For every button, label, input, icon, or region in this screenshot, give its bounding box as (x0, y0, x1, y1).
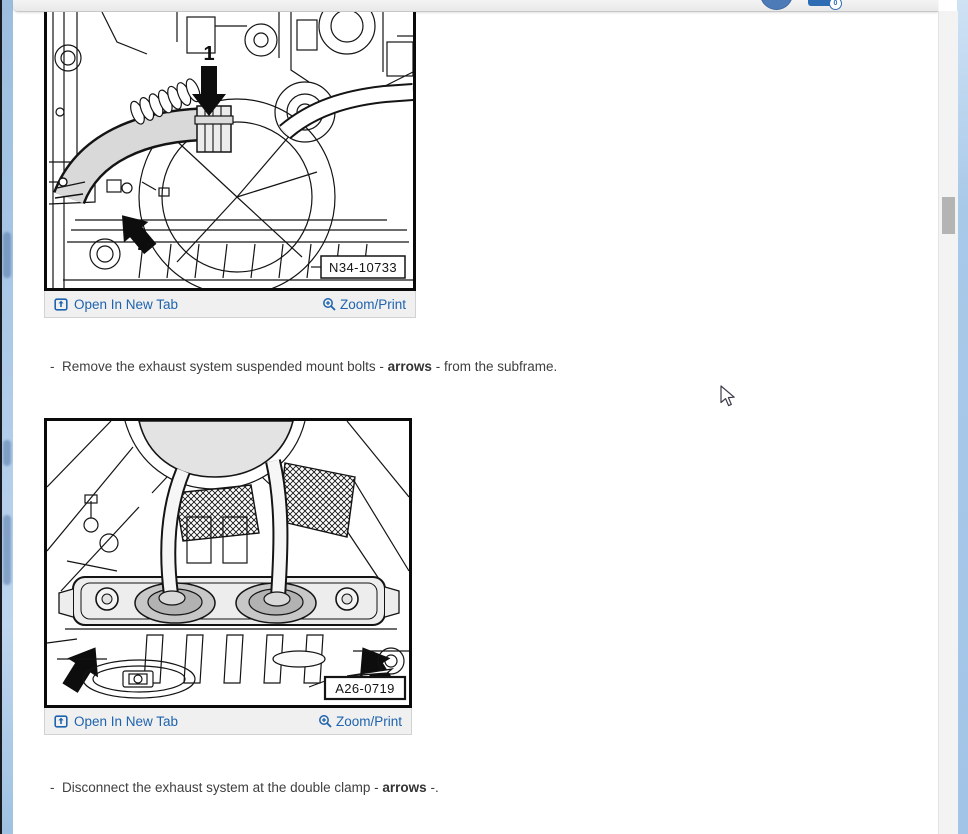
instruction-bold: arrows (382, 780, 427, 795)
open-in-new-tab-label: Open In New Tab (74, 713, 179, 729)
zoom-print-icon (322, 297, 337, 312)
right-edge-strip (957, 0, 968, 834)
instruction-text: -. (426, 780, 439, 795)
figure-code-label: N34-10733 (329, 260, 397, 275)
technical-illustration-2 (44, 418, 412, 708)
zoom-print-label: Zoom/Print (335, 713, 402, 729)
figure-toolbar (44, 291, 416, 318)
zoom-print-icon (318, 714, 333, 729)
callout-label-2: 2 (137, 233, 149, 255)
zoom-print-link[interactable] (322, 297, 406, 312)
figure-n34-10733 (44, 12, 416, 318)
figure-toolbar (44, 708, 412, 735)
list-dash: - (50, 780, 55, 795)
scrollbar-track[interactable] (938, 11, 958, 834)
zoom-print-label: Zoom/Print (339, 296, 406, 312)
mouse-cursor (720, 385, 738, 414)
instruction-step (50, 780, 439, 795)
callout-label-1: 1 (203, 43, 215, 65)
open-in-new-tab-icon (54, 714, 68, 728)
open-in-new-tab-icon (54, 297, 68, 311)
left-strip-mark (3, 440, 11, 466)
user-avatar-icon[interactable] (760, 0, 793, 10)
instruction-bold: arrows (387, 359, 432, 374)
arrow-left-bolt (55, 638, 111, 698)
left-edge-strip (2, 0, 13, 834)
open-in-new-tab-label: Open In New Tab (74, 296, 179, 312)
figure-code-label: A26-0719 (335, 681, 395, 696)
left-strip-mark (3, 515, 11, 585)
zoom-print-link[interactable] (318, 714, 402, 729)
open-in-new-tab-link[interactable] (54, 297, 178, 312)
instruction-step (50, 359, 557, 374)
open-in-new-tab-link[interactable] (54, 714, 178, 729)
technical-illustration-1 (44, 12, 416, 291)
instruction-text: Remove the exhaust system suspended mount bolts - (62, 359, 388, 374)
figure-a26-0719 (44, 418, 412, 735)
scrollbar-thumb[interactable] (942, 197, 955, 234)
instruction-text: Disconnect the exhaust system at the double clamp - (62, 780, 383, 795)
notification-badge: 0 (829, 0, 842, 10)
instruction-text: - from the subframe. (431, 359, 558, 374)
top-toolbar (13, 0, 938, 12)
left-strip-mark (3, 232, 11, 278)
list-dash: - (50, 359, 55, 374)
